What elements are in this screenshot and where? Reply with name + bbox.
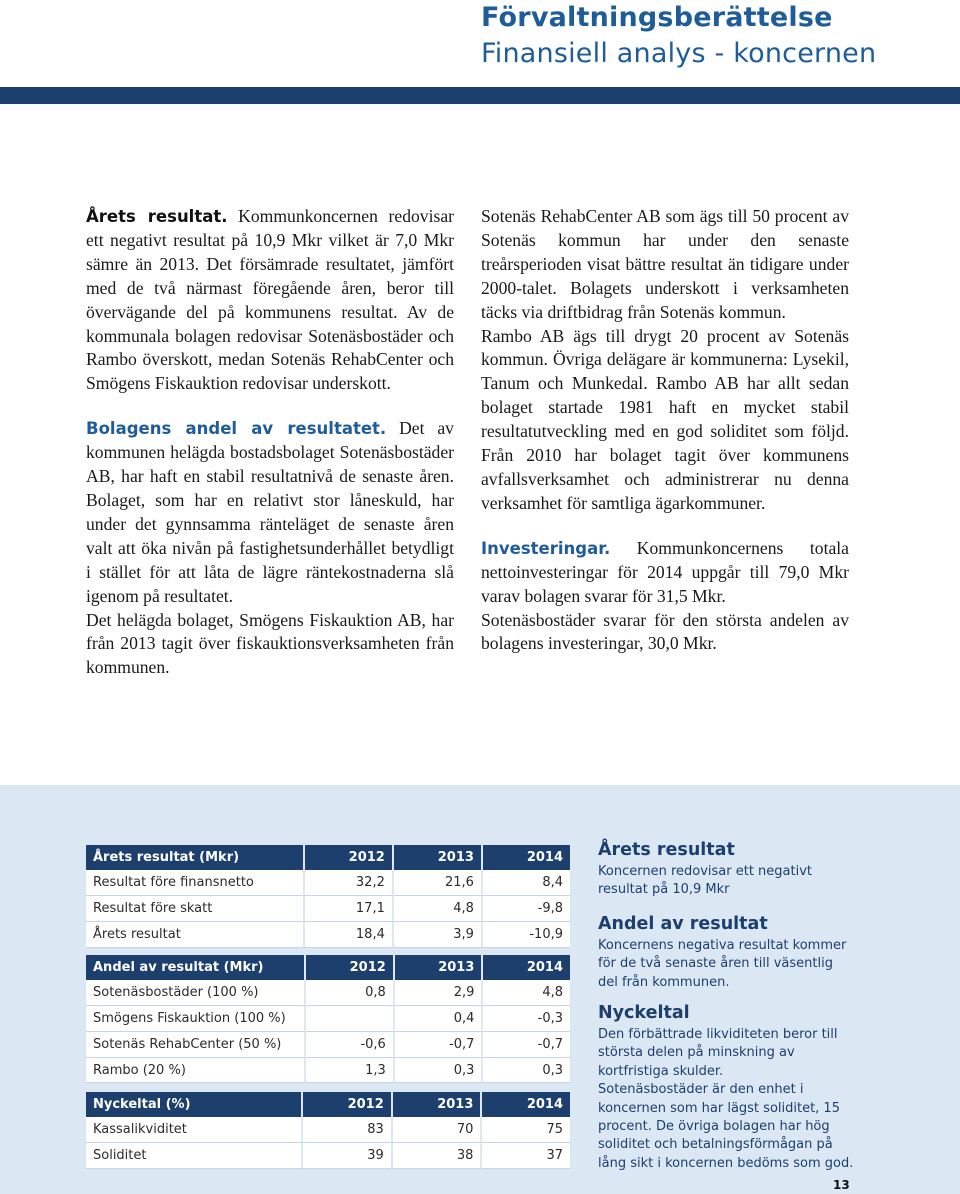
table-header-cell: 2012 [301, 1092, 391, 1117]
table-cell: -0,3 [481, 1006, 570, 1032]
table-header-row [86, 1092, 570, 1117]
table-header-cell: 2014 [481, 845, 570, 870]
table-header-cell: 2013 [391, 1092, 481, 1117]
table-header-cell: Nyckeltal (%) [86, 1092, 301, 1117]
sidebar-text: Sotenäsbostäder är den enhet i koncernen som har lägst soliditet, 15 procent. De övriga bolagen har hög soliditet och betalningsförmågan på lång sikt i koncernen bedöms som god. [598, 1082, 854, 1171]
table-cell: 8,4 [481, 870, 570, 896]
table-header-cell: 2014 [481, 955, 570, 980]
table-header-cell: 2013 [392, 845, 481, 870]
table-cell [304, 1006, 393, 1032]
paragraph-text: Det av kommunen helägda bostadsbolaget Sotenäsbostäder AB, har haft en stabil resultatnivå de senaste åren. Bolaget, som har en relativt stor låneskuld, har under det gynnsamma ränteläget de senaste åren valt att öka nivån på fastighetsunderhållet betydligt i stället för att låta de lägre räntekostnaderna slå igenom på resultatet. [86, 418, 454, 606]
table-header-row [86, 845, 570, 870]
left-text-column [86, 205, 454, 680]
table-cell: Kassalikviditet [86, 1117, 301, 1143]
table-cell: 70 [391, 1117, 481, 1143]
sidebar-heading: Andel av resultat [598, 914, 768, 934]
table-cell: 0,8 [304, 980, 393, 1006]
sidebar-arets-resultat [598, 839, 854, 900]
table-row [86, 1006, 570, 1032]
table-row [86, 1032, 570, 1058]
table-header-cell: 2012 [304, 955, 393, 980]
table-row [86, 896, 570, 922]
table-row [86, 1117, 570, 1143]
table-cell: -9,8 [481, 896, 570, 922]
table-cell: 3,9 [392, 922, 481, 948]
table-header-cell: 2013 [393, 955, 482, 980]
sidebar-heading: Årets resultat [598, 840, 735, 860]
table-cell: Sotenäs RehabCenter (50 %) [86, 1032, 304, 1058]
sidebar-text: Den förbättrade likviditeten beror till största delen på minskning av kortfristiga skulder. [598, 1027, 838, 1079]
table-cell: Årets resultat [86, 922, 303, 948]
page-subtitle: Finansiell analys - koncernen [481, 38, 877, 69]
table-header-cell: 2012 [303, 845, 392, 870]
table-cell: 18,4 [303, 922, 392, 948]
paragraph-text: Kommunkoncernen redovisar ett negativt resultat på 10,9 Mkr vilket är 7,0 Mkr sämre än 2013. Det försämrade resultatet, jämfört med de två närmast föregående åren, beror till övervägande del på kommunens resultat. Av de kommunala bolagen redovisar Sotenäsbostäder och Rambo överskott, medan Sotenäs RehabCenter och Smögens Fiskauktion redovisar underskott. [86, 206, 455, 394]
table-row [86, 1143, 570, 1169]
table-cell: 0,3 [481, 1058, 570, 1084]
sidebar-heading: Nyckeltal [598, 1003, 690, 1023]
paragraph-rehabcenter: Sotenäs RehabCenter AB som ägs till 50 procent av Sotenäs kommun har under den senaste treårsperioden visat bättre resultat än tidigare under 2000-talet. Bolagets underskott i verksamheten täcks via driftbidrag från Sotenäs kommun. [481, 206, 849, 322]
table-cell: 83 [301, 1117, 391, 1143]
table-cell: -0,6 [304, 1032, 393, 1058]
table-cell: Smögens Fiskauktion (100 %) [86, 1006, 304, 1032]
table-row [86, 1058, 570, 1084]
paragraph-bolagens-andel [86, 417, 454, 608]
table-cell: Resultat före finansnetto [86, 870, 303, 896]
paragraph-lead: Årets resultat. [86, 207, 228, 226]
table-row [86, 980, 570, 1006]
table-header-cell: Andel av resultat (Mkr) [86, 955, 304, 980]
table-cell: 0,4 [393, 1006, 482, 1032]
table-arets-resultat [86, 845, 570, 948]
paragraph-text: Kommunkoncernens totala nettoinvesteringar för 2014 uppgår till 79,0 Mkr varav bolagen svarar för 31,5 Mkr. [481, 537, 849, 606]
paragraph-rambo: Rambo AB ägs till drygt 20 procent av Sotenäs kommun. Övriga delägare är kommunerna: Lysekil, Tanum och Munkedal. Rambo AB har allt sedan bolaget startade 1981 haft en mycket stabil resultatutveckling med en god soliditet som följd. Från 2010 har bolaget tagit över kommunens avfallsverksamhet och administrerar nu denna verksamhet för samtliga ägarkommuner. [481, 325, 849, 513]
page-number: 13 [833, 1178, 850, 1192]
table-cell: -0,7 [481, 1032, 570, 1058]
table-cell: 32,2 [303, 870, 392, 896]
table-cell: Resultat före skatt [86, 896, 303, 922]
table-header-cell: 2014 [480, 1092, 570, 1117]
table-nyckeltal [86, 1092, 570, 1169]
table-cell: 1,3 [304, 1058, 393, 1084]
table-header-cell: Årets resultat (Mkr) [86, 845, 303, 870]
table-cell: 0,3 [393, 1058, 482, 1084]
sidebar-text: Koncernen redovisar ett negativt resultat på 10,9 Mkr [598, 864, 813, 898]
table-andel-av-resultat [86, 955, 570, 1083]
table-row [86, 870, 570, 896]
table-cell: 37 [480, 1143, 570, 1169]
paragraph-investeringar [481, 537, 849, 609]
table-cell: 39 [301, 1143, 391, 1169]
table-cell: 38 [391, 1143, 481, 1169]
table-cell: Soliditet [86, 1143, 301, 1169]
right-text-column [481, 205, 849, 656]
table-header-row [86, 955, 570, 980]
header-bar [0, 87, 960, 104]
table-cell: 4,8 [481, 980, 570, 1006]
paragraph-arets-resultat [86, 205, 454, 396]
table-cell: 75 [480, 1117, 570, 1143]
table-cell: -0,7 [393, 1032, 482, 1058]
table-row [86, 922, 570, 948]
table-cell: 17,1 [303, 896, 392, 922]
paragraph-lead: Investeringar. [481, 538, 611, 558]
table-cell: 4,8 [392, 896, 481, 922]
sidebar-text: Koncernens negativa resultat kommer för de två senaste åren till väsentlig del från kommunen. [598, 938, 847, 990]
paragraph-fiskauktion: Det helägda bolaget, Smögens Fiskauktion AB, har från 2013 tagit över fiskauktionsverksamheten från kommunen. [86, 609, 454, 678]
table-cell: Sotenäsbostäder (100 %) [86, 980, 304, 1006]
page-title: Förvaltningsberättelse [481, 2, 833, 33]
sidebar-nyckeltal [598, 1002, 854, 1173]
table-cell: Rambo (20 %) [86, 1058, 304, 1084]
paragraph-sotenasbostader: Sotenäsbostäder svarar för den största andelen av bolagens investeringar, 30,0 Mkr. [481, 609, 849, 654]
sidebar-andel-av-resultat [598, 913, 854, 992]
table-cell: 2,9 [393, 980, 482, 1006]
paragraph-lead: Bolagens andel av resultatet. [86, 419, 387, 439]
table-cell: -10,9 [481, 922, 570, 948]
table-cell: 21,6 [392, 870, 481, 896]
